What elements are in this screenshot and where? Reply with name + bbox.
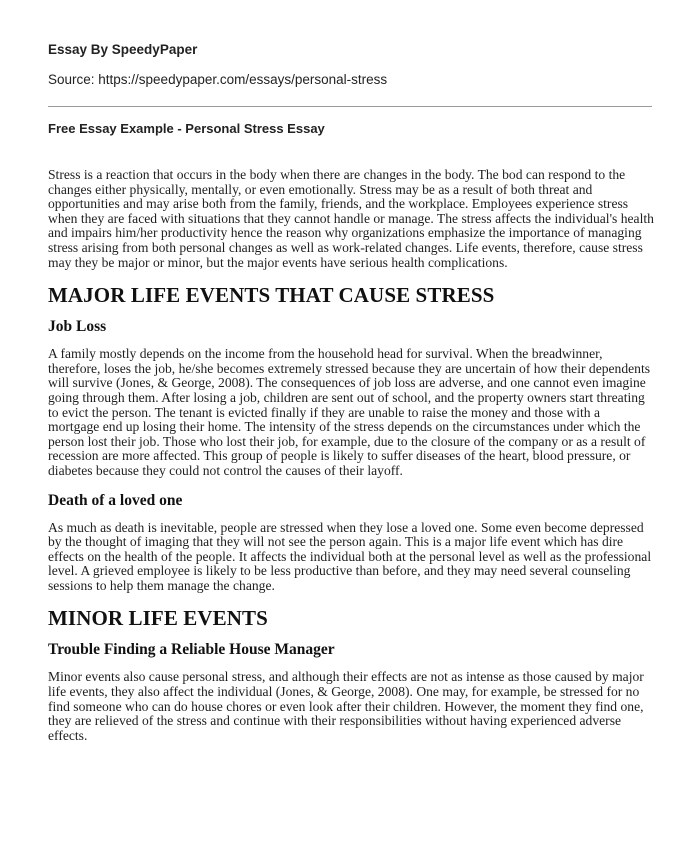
essay-source-title: Essay By SpeedyPaper	[48, 42, 198, 57]
subsection-heading-death: Death of a loved one	[48, 491, 183, 509]
subsection-heading-house-manager: Trouble Finding a Reliable House Manager	[48, 641, 335, 659]
section-heading-major-events: MAJOR LIFE EVENTS THAT CAUSE STRESS	[48, 283, 495, 308]
subsection-heading-job-loss: Job Loss	[48, 318, 107, 336]
paragraph-house-manager: Minor events also cause personal stress, and although their effects are not as intense as those caused by major life events, they also affect the individual (Jones, & George, 2008). One may, for example, be stressed for no find someone who can do house chores or even look after their children. However, the moment they find one, they are relieved of the stress and continue with their responsibilities without having experienced adverse effects.	[48, 669, 644, 743]
essay-subtitle: Free Essay Example - Personal Stress Essay	[48, 121, 325, 136]
source-url: Source: https://speedypaper.com/essays/personal-stress	[48, 72, 388, 87]
paragraph-job-loss: A family mostly depends on the income from the household head for survival. When the breadwinner, therefore, loses the job, he/she becomes extremely stressed because they are uncertain of how their dependents will survive (Jones, & George, 2008). The consequences of job loss are adverse, and one cannot even imagine going through them. After losing a job, children are sent out of school, and the property owners start threating to evict the person. The tenant is evicted finally if they are unable to raise the money and those with a mortgage end up losing their home. The intensity of the stress depends on the circumstances under which the person lost their job. Those who lost their job, for example, due to the closure of the company or as a result of recession are more affected. This group of people is likely to suffer diseases of the heart, blood pressure, or diabetes because they could not control the causes of their layoff.	[48, 346, 651, 478]
paragraph-death: As much as death is inevitable, people are stressed when they lose a loved one. Some even become depressed by the thought of imaging that they will not see the person again. This is a major life event which has dire effects on the health of the people. It affects the individual both at the personal level as well as the professional level. A grieved employee is likely to be less productive than before, and they may need several counseling sessions to help them manage the change.	[48, 519, 652, 593]
section-heading-minor-events: MINOR LIFE EVENTS	[48, 606, 268, 631]
essay-body	[48, 168, 654, 743]
header-divider	[48, 106, 652, 107]
intro-paragraph: Stress is a reaction that occurs in the body when there are changes in the body. The bod can respond to the changes either physically, mentally, or even emotionally. Stress may be as a result of both threat and opportunities and may arise both from the family, friends, and the workplace. Employees experience stress when they are faced with situations that they cannot handle or manage. The stress affects the individual's health and impairs him/her productivity hence the reason why organizations emphasize the importance of managing stress arising from both personal changes as well as work-related changes. Life events, therefore, cause stress may they be major or minor, but the major events have serious health complications.	[48, 167, 654, 270]
